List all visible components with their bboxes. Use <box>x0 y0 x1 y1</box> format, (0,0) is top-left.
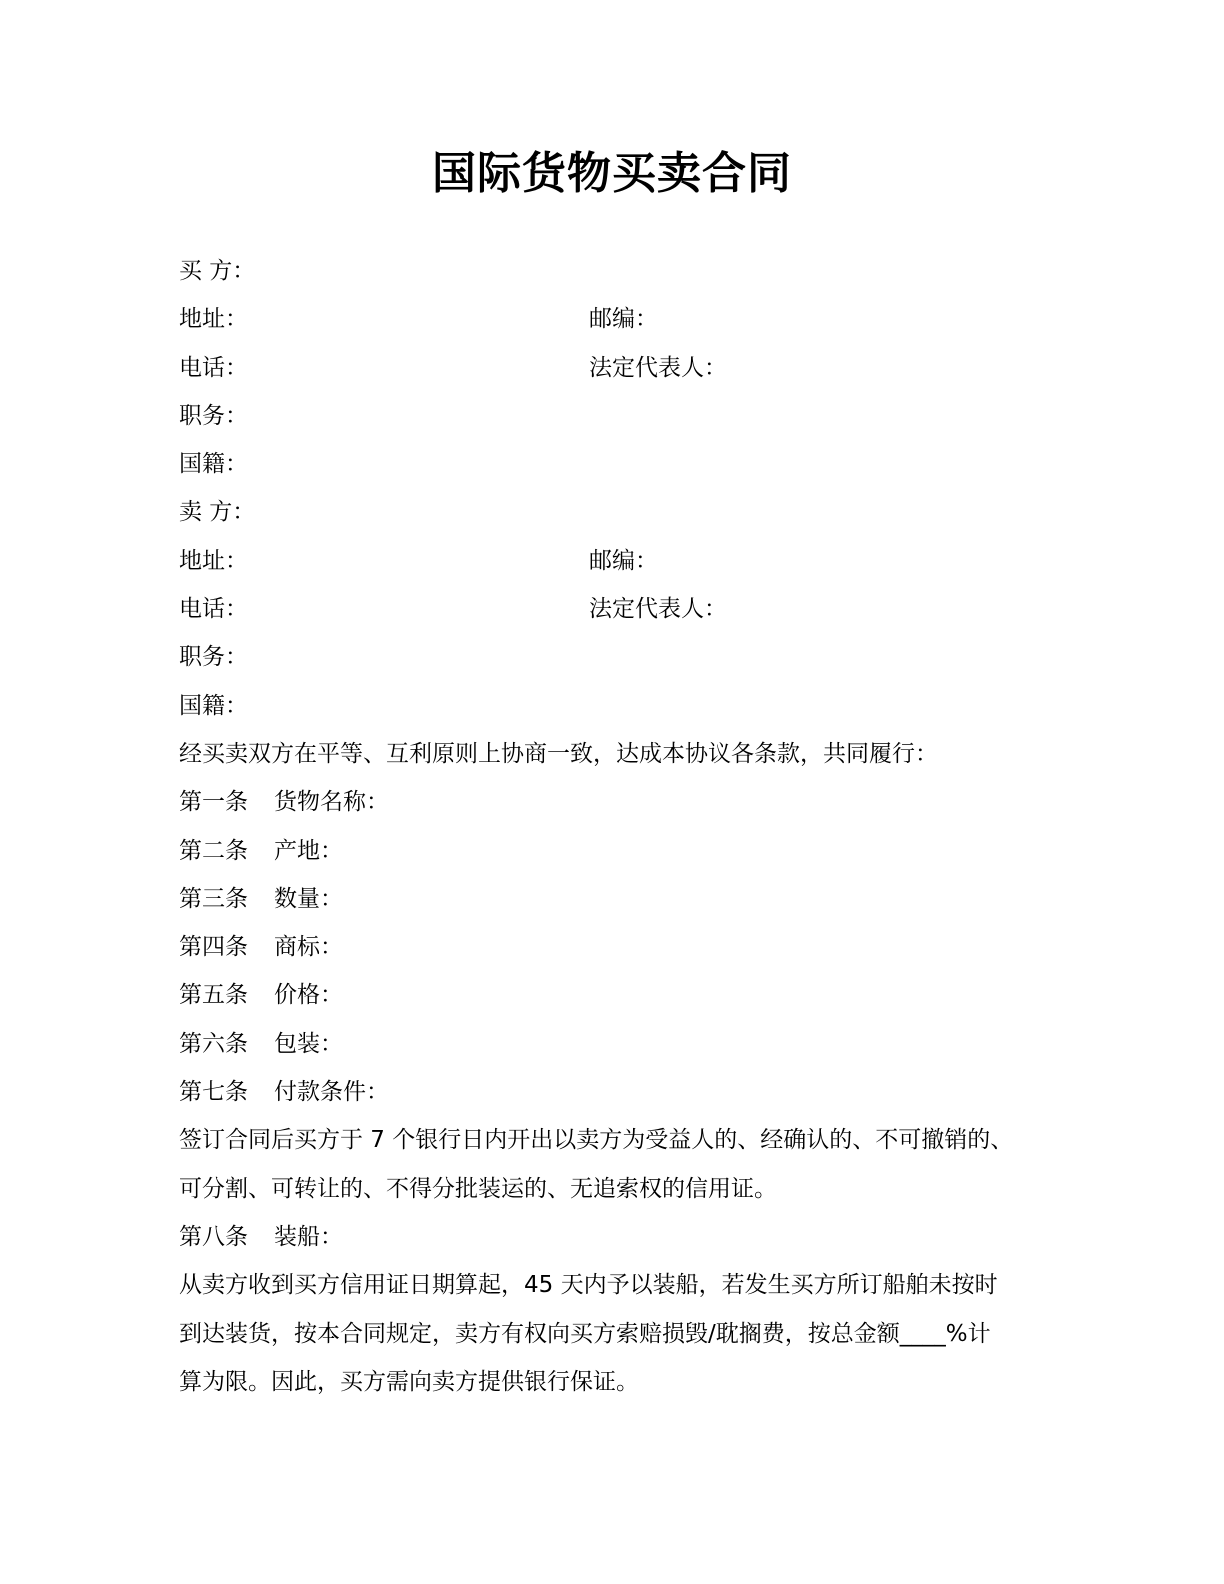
article-2 <box>179 827 1049 875</box>
buyer-phone-row <box>179 344 1049 392</box>
article-number: 第三条 <box>179 885 248 912</box>
seller-label: 卖 方： <box>179 499 256 526</box>
buyer-nationality-label: 国籍： <box>179 451 248 478</box>
article-7 <box>179 1068 1049 1116</box>
buyer-address-label: 地址： <box>179 306 248 333</box>
article-number: 第五条 <box>179 982 248 1009</box>
seller-legal-rep-label: 法定代表人： <box>589 596 727 623</box>
article-heading: 数量： <box>274 885 343 912</box>
seller-position-label: 职务： <box>179 644 248 671</box>
article-number: 第八条 <box>179 1223 248 1250</box>
article-number: 第一条 <box>179 789 248 816</box>
article-4 <box>179 923 1049 971</box>
article-heading: 货物名称： <box>274 789 389 816</box>
preamble-text: 经买卖双方在平等、互利原则上协商一致，达成本协议各条款，共同履行： <box>179 740 938 767</box>
article-heading: 装船： <box>274 1223 343 1250</box>
article-heading: 商标： <box>274 934 343 961</box>
article-1 <box>179 778 1049 826</box>
seller-nationality-label: 国籍： <box>179 692 248 719</box>
shipment-text-line: 从卖方收到买方信用证日期算起，45 天内予以装船，若发生买方所订船舶未按时 <box>179 1272 998 1299</box>
buyer-legal-rep-label: 法定代表人： <box>589 354 727 381</box>
seller-phone-label: 电话： <box>179 596 248 623</box>
payment-text-line: 签订合同后买方于 7 个银行日内开出以卖方为受益人的、经确认的、不可撤销的、 <box>179 1127 1014 1154</box>
article-6 <box>179 1020 1049 1068</box>
shipment-text-line: 算为限。因此，买方需向卖方提供银行保证。 <box>179 1368 639 1395</box>
article-number: 第四条 <box>179 934 248 961</box>
buyer-phone-label: 电话： <box>179 354 248 381</box>
article-5 <box>179 971 1049 1019</box>
buyer-address-row <box>179 295 1049 343</box>
article-heading: 产地： <box>274 837 343 864</box>
shipment-text-line: 到达装货，按本合同规定，卖方有权向买方索赔损毁/耽搁费，按总金额____%计 <box>179 1320 991 1347</box>
buyer-postcode-label: 邮编： <box>589 306 658 333</box>
buyer-label: 买 方： <box>179 258 256 284</box>
article-heading: 价格： <box>274 982 343 1009</box>
article-number: 第二条 <box>179 837 248 864</box>
buyer-position-label: 职务： <box>179 402 248 429</box>
article-heading: 包装： <box>274 1030 343 1057</box>
article-heading: 付款条件： <box>274 1079 389 1106</box>
article-3 <box>179 875 1049 923</box>
article-number: 第六条 <box>179 1030 248 1057</box>
payment-text-line: 可分割、可转让的、不得分批装运的、无追索权的信用证。 <box>179 1175 777 1202</box>
document-title: 国际货物买卖合同 <box>432 148 792 199</box>
document-body <box>179 247 1049 1406</box>
seller-phone-row <box>179 585 1049 633</box>
seller-postcode-label: 邮编： <box>589 547 658 574</box>
seller-address-row <box>179 537 1049 585</box>
article-number: 第七条 <box>179 1079 248 1106</box>
article-8 <box>179 1213 1049 1261</box>
seller-address-label: 地址： <box>179 547 248 574</box>
